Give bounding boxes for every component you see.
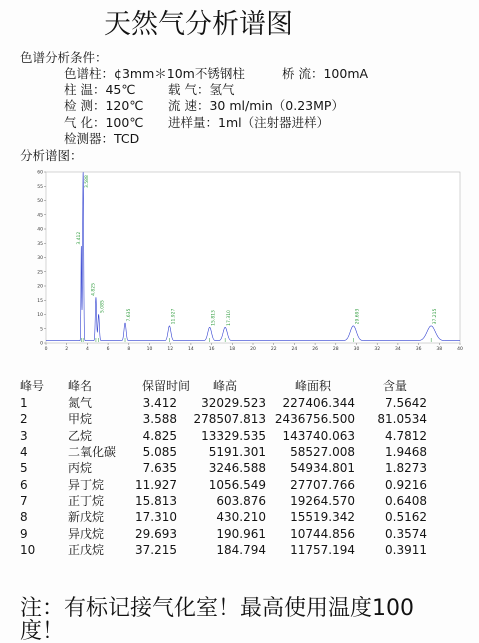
header-peak-area: 峰面积 — [295, 379, 332, 393]
cell-peak-area: 11757.194 — [290, 543, 355, 558]
x-tick-label: 2 — [65, 347, 69, 352]
cell-peak-name: 异戊烷 — [68, 526, 105, 541]
table-row — [0, 542, 479, 558]
cell-content: 0.3911 — [385, 543, 427, 558]
x-tick-label: 38 — [436, 347, 443, 352]
cell-content: 0.9216 — [385, 477, 427, 492]
condition-flow-rate: 流 速：30 ml/min（0.23MP） — [168, 98, 344, 113]
cell-peak-number: 6 — [20, 477, 28, 492]
cell-peak-name: 异丁烷 — [68, 477, 105, 492]
plot-frame — [46, 172, 460, 343]
cell-retention-time: 17.310 — [135, 510, 177, 525]
cell-peak-number: 2 — [20, 412, 28, 427]
cell-peak-height: 13329.535 — [201, 428, 266, 443]
x-tick-label: 40 — [457, 347, 463, 352]
cell-content: 0.5162 — [385, 510, 427, 525]
table-row — [0, 411, 479, 427]
peak-label: 7.635 — [127, 308, 133, 322]
cell-peak-height: 1056.549 — [208, 477, 266, 492]
x-tick-label: 8 — [127, 347, 131, 352]
cell-content: 1.9468 — [385, 445, 427, 460]
cell-peak-height: 32029.523 — [201, 396, 266, 410]
condition-carrier-gas: 载 气：氢气 — [168, 82, 235, 97]
condition-detector-temp: 检 测：120℃ — [64, 98, 144, 113]
x-tick-label: 0 — [44, 347, 48, 352]
cell-peak-area: 27707.766 — [290, 477, 355, 492]
y-tick-label: 5 — [40, 327, 43, 333]
peak-label: 37.215 — [433, 308, 439, 325]
chromatogram-chart — [28, 166, 468, 358]
cell-peak-area: 10744.856 — [290, 526, 355, 541]
cell-peak-name: 新戊烷 — [68, 510, 105, 525]
cell-peak-height: 184.794 — [216, 543, 266, 558]
peak-label: 3.588 — [85, 175, 91, 188]
peak-label: 29.693 — [355, 308, 361, 325]
table-row — [0, 444, 479, 460]
peak-label: 15.813 — [211, 310, 217, 326]
cell-peak-number: 10 — [20, 543, 36, 558]
header-peak-number: 峰号 — [20, 379, 45, 393]
condition-vaporizer-temp: 气 化：100℃ — [64, 115, 144, 130]
cell-retention-time: 11.927 — [135, 477, 177, 492]
page-title: 天然气分析谱图 — [104, 9, 293, 40]
cell-peak-name: 甲烷 — [68, 412, 93, 427]
cell-peak-area: 19264.570 — [290, 494, 355, 509]
cell-peak-name: 氮气 — [68, 396, 93, 410]
header-peak-name: 峰名 — [68, 379, 93, 393]
table-row — [0, 428, 479, 444]
x-tick-label: 32 — [374, 347, 381, 352]
x-tick-label: 26 — [312, 347, 318, 352]
cell-peak-area: 15519.342 — [290, 510, 355, 525]
cell-retention-time: 3.588 — [142, 412, 177, 427]
header-content: 含量 — [383, 379, 408, 393]
header-peak-height: 峰高 — [213, 379, 238, 393]
x-tick-label: 30 — [353, 347, 360, 352]
y-tick-label: 55 — [37, 184, 43, 190]
cell-peak-name: 正丁烷 — [68, 494, 105, 509]
cell-peak-area: 54934.801 — [290, 461, 355, 476]
cell-peak-height: 603.876 — [216, 494, 266, 509]
peak-label: 17.310 — [227, 310, 233, 326]
cell-retention-time: 37.215 — [135, 543, 177, 558]
peak-label: 3.412 — [76, 231, 82, 245]
table-row — [0, 493, 479, 509]
cell-content: 4.7812 — [385, 428, 427, 443]
condition-column-temp: 柱 温：45℃ — [64, 82, 136, 97]
cell-peak-area: 2436756.500 — [274, 412, 355, 427]
note-line: 注：有标记接气化室！最高使用温度100 — [20, 596, 414, 621]
y-tick-label: 30 — [37, 256, 43, 261]
x-tick-label: 18 — [229, 347, 236, 352]
cell-peak-number: 5 — [20, 461, 28, 476]
cell-peak-name: 丙烷 — [68, 461, 93, 476]
cell-peak-area: 143740.063 — [282, 428, 355, 443]
table-row — [0, 526, 479, 542]
cell-peak-height: 278507.813 — [193, 412, 266, 427]
cell-content: 0.6408 — [385, 494, 427, 509]
cell-peak-number: 3 — [20, 428, 28, 443]
y-tick-label: 10 — [37, 313, 43, 318]
peak-label: 4.825 — [91, 283, 97, 296]
y-tick-label: 20 — [37, 284, 43, 290]
cell-peak-number: 7 — [20, 494, 28, 509]
y-tick-label: 60 — [37, 170, 43, 176]
x-tick-label: 34 — [395, 347, 401, 352]
cell-peak-area: 58527.008 — [290, 445, 355, 460]
cell-retention-time: 7.635 — [142, 461, 177, 476]
condition-detector: 检测器：TCD — [64, 131, 140, 146]
y-tick-label: 50 — [37, 199, 43, 204]
cell-retention-time: 29.693 — [135, 526, 177, 541]
conditions-heading: 色谱分析条件： — [20, 50, 108, 65]
cell-content: 7.5642 — [385, 396, 427, 410]
table-row — [0, 477, 479, 493]
x-tick-label: 12 — [167, 347, 174, 352]
cell-retention-time: 3.412 — [142, 396, 177, 410]
header-retention-time: 保留时间 — [142, 379, 191, 393]
table-row — [0, 395, 479, 411]
cell-content: 1.8273 — [385, 461, 427, 476]
cell-retention-time: 15.813 — [135, 494, 177, 509]
cell-content: 81.0534 — [377, 412, 427, 427]
x-tick-label: 16 — [208, 347, 215, 352]
condition-column: 色谱柱：¢3mm＊10m不锈钢柱 — [64, 66, 245, 81]
x-tick-label: 14 — [188, 347, 194, 352]
y-tick-label: 15 — [37, 298, 43, 304]
x-tick-label: 36 — [415, 347, 422, 352]
y-tick-label: 45 — [37, 213, 43, 219]
x-tick-label: 24 — [291, 347, 298, 352]
table-row — [0, 460, 479, 476]
cell-peak-number: 9 — [20, 526, 28, 541]
cell-retention-time: 5.085 — [142, 445, 177, 460]
cell-peak-name: 乙烷 — [68, 428, 93, 443]
cell-peak-name: 正戊烷 — [68, 543, 105, 558]
y-tick-label: 25 — [37, 270, 43, 276]
table-row — [0, 509, 479, 525]
note-line: 度！ — [20, 619, 65, 643]
cell-content: 0.3574 — [385, 526, 427, 541]
x-tick-label: 6 — [106, 347, 110, 352]
cell-peak-height: 5191.301 — [208, 445, 266, 460]
cell-peak-height: 3246.588 — [208, 461, 266, 476]
x-tick-label: 22 — [270, 347, 277, 352]
y-tick-label: 35 — [37, 241, 43, 247]
cell-retention-time: 4.825 — [142, 428, 177, 443]
x-tick-label: 10 — [146, 347, 153, 352]
chromatogram-heading: 分析谱图： — [20, 148, 83, 163]
x-tick-label: 28 — [332, 347, 339, 352]
condition-injection: 进样量：1ml（注射器进样） — [168, 115, 330, 130]
cell-peak-number: 8 — [20, 510, 28, 525]
condition-bridge-current: 桥 流：100mA — [282, 66, 369, 81]
x-tick-label: 4 — [85, 347, 89, 352]
y-tick-label: 0 — [40, 341, 43, 347]
cell-peak-number: 4 — [20, 445, 28, 460]
cell-peak-height: 190.961 — [216, 526, 266, 541]
x-tick-label: 20 — [250, 347, 256, 352]
peak-label: 11.927 — [171, 308, 177, 325]
y-tick-label: 40 — [37, 227, 43, 233]
cell-peak-area: 227406.344 — [282, 396, 355, 410]
cell-peak-number: 1 — [20, 396, 28, 410]
cell-peak-name: 二氧化碳 — [68, 445, 117, 460]
cell-peak-height: 430.210 — [216, 510, 266, 525]
peak-label: 5.085 — [100, 300, 106, 313]
